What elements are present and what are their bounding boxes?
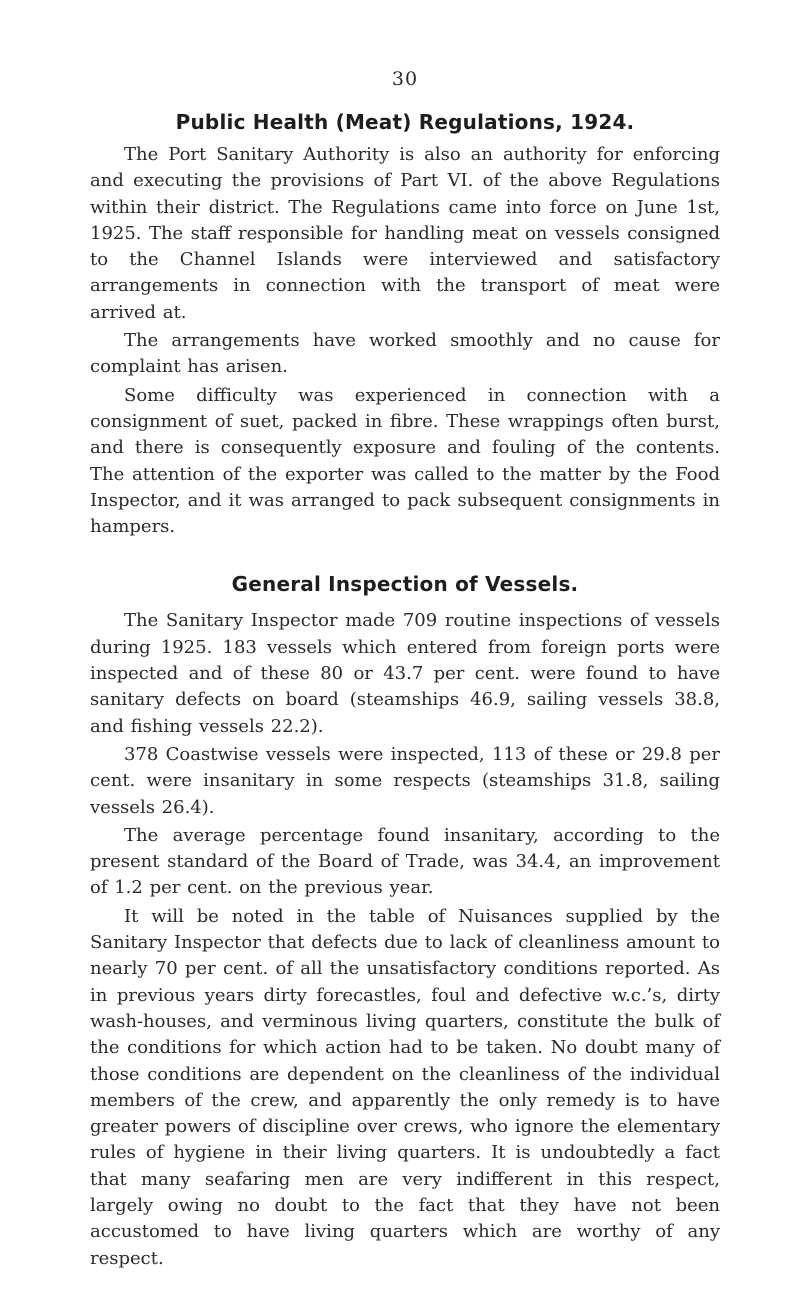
page-number: 30 bbox=[391, 68, 419, 90]
paragraph: The average percentage found insanitary, according to the present standard of the Board of Trade, was 34.4, an improvement of 1.2 per cent. on the previous year. bbox=[90, 824, 720, 899]
document-page bbox=[90, 68, 720, 1272]
paragraph: It will be noted in the table of Nuisances supplied by the Sanitary Inspector that defects due to lack of cleanliness amount to nearly 70 per cent. of all the unsatisfactory conditions reported. As in previous years dirty forecastles, foul and defective w.c.’s, dirty wash-houses, and verminous living quarters, constitute the bulk of the conditions for which action had to be taken. No doubt many of those conditions are dependent on the cleanliness of the individual members of the crew, and apparently the only remedy is to have greater powers of discipline over crews, who ignore the elementary rules of hygiene in their living quarters. It is undoubtedly a fact that many seafaring men are very indifferent in this respect, largely owing no doubt to the fact that they have not been accustomed to have living quarters which are worthy of any respect. bbox=[90, 905, 720, 1269]
section-general-inspection bbox=[90, 572, 720, 1271]
paragraph: 378 Coastwise vessels were inspected, 113 of these or 29.8 per cent. were insanitary in some respects (steamships 31.8, sailing vessels 26.4). bbox=[90, 743, 720, 818]
section-heading-general-inspection: General Inspection of Vessels. bbox=[231, 572, 579, 597]
section-meat-regulations bbox=[90, 110, 720, 540]
paragraph: The Sanitary Inspector made 709 routine inspections of vessels during 1925. 183 vessels which entered from foreign ports were inspected and of these 80 or 43.7 per cent. were found to have sanitary defects on board (steamships 46.9, sailing vessels 38.8, and fishing vessels 22.2). bbox=[90, 610, 720, 737]
paragraph: The Port Sanitary Authority is also an authority for enforcing and executing the provisions of Part VI. of the above Regulations within their district. The Regulations came into force on June 1st, 1925. The staff responsible for handling meat on vessels consigned to the Channel Islands were interviewed and satisfactory arrangements in connection with the transport of meat were arrived at. bbox=[90, 144, 720, 323]
section-heading-meat-regulations: Public Health (Meat) Regulations, 1924. bbox=[175, 110, 635, 134]
paragraph: Some difficulty was experienced in connection with a consignment of suet, packed in fibre. These wrappings often burst, and there is consequently exposure and fouling of the contents. The attention of the exporter was called to the matter by the Food Inspector, and it was arranged to pack subsequent consignments in hampers. bbox=[90, 384, 720, 538]
paragraph: The arrangements have worked smoothly and no cause for complaint has arisen. bbox=[90, 330, 720, 378]
